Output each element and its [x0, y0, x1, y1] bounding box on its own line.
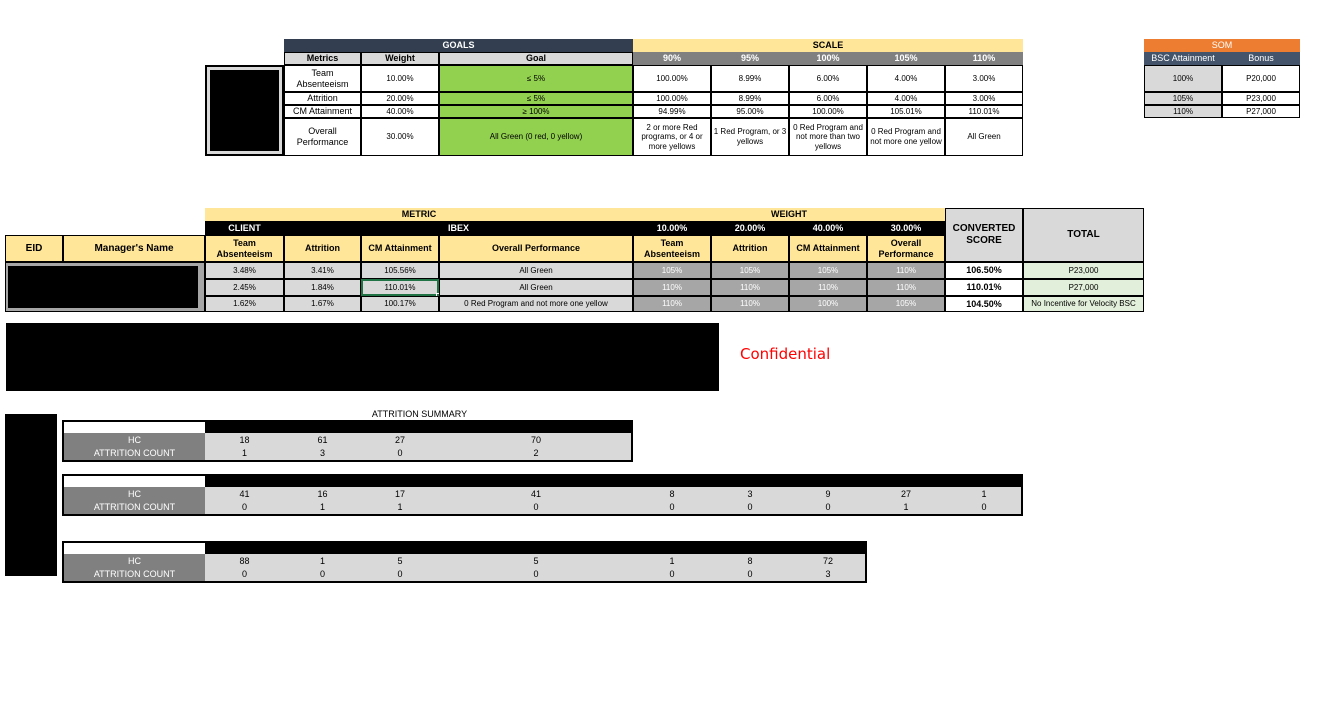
hc-value[interactable]: 41: [239, 488, 250, 499]
count-value[interactable]: 2: [533, 448, 539, 459]
converted-score-cell[interactable]: 110.01%: [945, 279, 1023, 296]
col-metrics: Metrics: [284, 52, 361, 65]
goal-metric-cell[interactable]: Overall Performance: [284, 118, 361, 156]
goal-weight-cell[interactable]: 10.00%: [361, 65, 439, 92]
col-manager: Manager's Name: [63, 235, 205, 262]
hc-value[interactable]: 1: [319, 555, 325, 566]
goal-weight-cell[interactable]: 40.00%: [361, 105, 439, 118]
count-value[interactable]: 0: [241, 502, 247, 513]
som-bonus-cell[interactable]: P23,000: [1222, 92, 1300, 105]
scale-cell[interactable]: 100.00%: [633, 92, 711, 105]
converted-score-cell[interactable]: 104.50%: [945, 296, 1023, 312]
attrition-cell[interactable]: 3.41%: [284, 262, 361, 279]
goal-weight-cell[interactable]: 30.00%: [361, 118, 439, 156]
weight-header: WEIGHT: [633, 208, 945, 221]
count-value[interactable]: 0: [533, 502, 539, 513]
hc-value[interactable]: 61: [317, 434, 328, 445]
goal-target-cell[interactable]: All Green (0 red, 0 yellow): [439, 118, 633, 156]
scale-header: SCALE: [633, 39, 1023, 52]
scale-cell[interactable]: 3.00%: [945, 92, 1023, 105]
scale-cell[interactable]: 2 or more Red programs, or 4 or more yellows: [633, 118, 711, 156]
count-value[interactable]: 0: [397, 448, 403, 459]
weight-pct: 20.00%: [711, 221, 789, 235]
count-value[interactable]: 0: [241, 569, 247, 580]
attrition-count-label: ATTRITION COUNT: [64, 568, 205, 581]
col-team-absenteeism: Team Absenteeism: [205, 235, 284, 262]
metric-header: METRIC: [205, 208, 633, 221]
scale-cell[interactable]: 100.00%: [633, 65, 711, 92]
count-value[interactable]: 0: [397, 569, 403, 580]
goal-metric-cell[interactable]: Team Absenteeism: [284, 65, 361, 92]
count-value[interactable]: 0: [825, 502, 831, 513]
scale-cell[interactable]: 105.01%: [867, 105, 945, 118]
hc-label: HC: [64, 487, 205, 501]
col-eid: EID: [5, 235, 63, 262]
weight-score-cell[interactable]: 105%: [789, 262, 867, 279]
attrition-cell[interactable]: 1.84%: [284, 279, 361, 296]
redacted-manager-names: [8, 266, 198, 308]
overall-performance-cell[interactable]: 0 Red Program and not more one yellow: [439, 296, 633, 312]
weight-score-cell[interactable]: 105%: [867, 296, 945, 312]
hc-value[interactable]: 1: [981, 488, 987, 499]
count-value[interactable]: 0: [319, 569, 325, 580]
col-goal: Goal: [439, 52, 633, 65]
total-cell[interactable]: P23,000: [1023, 262, 1144, 279]
som-bonus-cell[interactable]: P27,000: [1222, 105, 1300, 118]
total-cell[interactable]: No Incentive for Velocity BSC: [1023, 296, 1144, 312]
scale-cell[interactable]: 110.01%: [945, 105, 1023, 118]
col-weight-cm-attainment: CM Attainment: [789, 235, 867, 262]
scale-cell[interactable]: 0 Red Program and not more than two yellows: [789, 118, 867, 156]
hc-value[interactable]: 18: [239, 434, 250, 445]
converted-score-cell[interactable]: 106.50%: [945, 262, 1023, 279]
hc-value[interactable]: 9: [825, 488, 831, 499]
scale-cell[interactable]: 8.99%: [711, 65, 789, 92]
scale-cell[interactable]: 94.99%: [633, 105, 711, 118]
weight-score-cell[interactable]: 105%: [633, 262, 711, 279]
attrition-count-label: ATTRITION COUNT: [64, 447, 205, 460]
hc-value[interactable]: 70: [530, 434, 541, 445]
som-col-bonus: Bonus: [1222, 52, 1300, 65]
scale-col-100: 100%: [789, 52, 867, 65]
attrition-cell[interactable]: 1.67%: [284, 296, 361, 312]
som-bonus-cell[interactable]: P20,000: [1222, 65, 1300, 92]
goal-metric-cell[interactable]: Attrition: [284, 92, 361, 105]
weight-pct: 10.00%: [633, 221, 711, 235]
weight-score-cell[interactable]: 105%: [711, 262, 789, 279]
goal-target-cell[interactable]: ≤ 5%: [439, 92, 633, 105]
weight-score-cell[interactable]: 100%: [789, 296, 867, 312]
scale-col-105: 105%: [867, 52, 945, 65]
count-value[interactable]: 1: [319, 502, 325, 513]
count-value[interactable]: 0: [533, 569, 539, 580]
scale-col-90: 90%: [633, 52, 711, 65]
count-value[interactable]: 1: [903, 502, 909, 513]
hc-value[interactable]: 27: [394, 434, 405, 445]
som-header: SOM: [1144, 39, 1300, 52]
scale-cell[interactable]: 4.00%: [867, 92, 945, 105]
count-value[interactable]: 0: [669, 569, 675, 580]
weight-pct: 40.00%: [789, 221, 867, 235]
overall-performance-cell[interactable]: All Green: [439, 262, 633, 279]
attrition-count-label: ATTRITION COUNT: [64, 501, 205, 514]
hc-value[interactable]: 5: [533, 555, 539, 566]
col-overall-performance: Overall Performance: [439, 235, 633, 262]
total-cell[interactable]: P27,000: [1023, 279, 1144, 296]
col-cm-attainment: CM Attainment: [361, 235, 439, 262]
weight-score-cell[interactable]: 110%: [711, 279, 789, 296]
hc-value[interactable]: 8: [669, 488, 675, 499]
hc-value[interactable]: 1: [669, 555, 675, 566]
weight-score-cell[interactable]: 110%: [867, 279, 945, 296]
scale-cell[interactable]: 3.00%: [945, 65, 1023, 92]
count-value[interactable]: 3: [319, 448, 325, 459]
col-weight-overall-performance: Overall Performance: [867, 235, 945, 262]
ibex-label: IBEX: [284, 221, 633, 235]
count-value[interactable]: 3: [825, 569, 831, 580]
cm-attainment-cell[interactable]: 105.56%: [361, 262, 439, 279]
scale-col-110: 110%: [945, 52, 1023, 65]
som-bsc-cell[interactable]: 100%: [1144, 65, 1222, 92]
col-weight-team-absenteeism: Team Absenteeism: [633, 235, 711, 262]
count-value[interactable]: 0: [747, 502, 753, 513]
total-header: TOTAL: [1023, 208, 1144, 262]
count-value[interactable]: 0: [981, 502, 987, 513]
count-value[interactable]: 0: [747, 569, 753, 580]
hc-value[interactable]: 41: [530, 488, 541, 499]
hc-value[interactable]: 72: [822, 555, 833, 566]
goal-target-cell[interactable]: ≤ 5%: [439, 65, 633, 92]
scale-cell[interactable]: 6.00%: [789, 65, 867, 92]
goal-metric-cell[interactable]: CM Attainment: [284, 105, 361, 118]
weight-score-cell[interactable]: 110%: [867, 262, 945, 279]
scale-cell[interactable]: 100.00%: [789, 105, 867, 118]
hc-value[interactable]: 8: [747, 555, 753, 566]
hc-value[interactable]: 27: [900, 488, 911, 499]
weight-score-cell[interactable]: 110%: [789, 279, 867, 296]
som-col-bsc: BSC Attainment: [1144, 52, 1222, 65]
redacted-block: [6, 323, 719, 391]
weight-pct: 30.00%: [867, 221, 945, 235]
count-value[interactable]: 0: [669, 502, 675, 513]
redacted-side-block: [5, 414, 57, 576]
client-label: CLIENT: [205, 221, 284, 235]
col-weight-attrition: Attrition: [711, 235, 789, 262]
redacted-photo: [205, 65, 284, 156]
count-value[interactable]: 1: [241, 448, 247, 459]
weight-score-cell[interactable]: 110%: [633, 279, 711, 296]
weight-score-cell[interactable]: 110%: [711, 296, 789, 312]
col-attrition: Attrition: [284, 235, 361, 262]
goal-target-cell[interactable]: ≥ 100%: [439, 105, 633, 118]
scale-cell[interactable]: All Green: [945, 118, 1023, 156]
scale-cell[interactable]: 95.00%: [711, 105, 789, 118]
hc-value[interactable]: 88: [239, 555, 250, 566]
scale-cell[interactable]: 0 Red Program and not more one yellow: [867, 118, 945, 156]
hc-label: HC: [64, 554, 205, 568]
scale-cell[interactable]: 8.99%: [711, 92, 789, 105]
team-absenteeism-cell[interactable]: 3.48%: [205, 262, 284, 279]
scale-cell[interactable]: 4.00%: [867, 65, 945, 92]
cm-attainment-cell-selected[interactable]: 110.01%: [361, 279, 439, 296]
count-value[interactable]: 1: [397, 502, 403, 513]
goals-header: GOALS: [284, 39, 633, 52]
overall-performance-cell[interactable]: All Green: [439, 279, 633, 296]
team-absenteeism-cell[interactable]: 2.45%: [205, 279, 284, 296]
scale-cell[interactable]: 1 Red Program, or 3 yellows: [711, 118, 789, 156]
som-bsc-cell[interactable]: 110%: [1144, 105, 1222, 118]
goal-weight-cell[interactable]: 20.00%: [361, 92, 439, 105]
scale-cell[interactable]: 6.00%: [789, 92, 867, 105]
hc-value[interactable]: 17: [394, 488, 405, 499]
som-bsc-cell[interactable]: 105%: [1144, 92, 1222, 105]
hc-label: HC: [64, 433, 205, 447]
col-weight: Weight: [361, 52, 439, 65]
hc-value[interactable]: 16: [317, 488, 328, 499]
hc-value[interactable]: 5: [397, 555, 403, 566]
confidential-label: Confidential: [740, 345, 831, 363]
scale-col-95: 95%: [711, 52, 789, 65]
hc-value[interactable]: 3: [747, 488, 753, 499]
cm-attainment-cell[interactable]: 100.17%: [361, 296, 439, 312]
weight-score-cell[interactable]: 110%: [633, 296, 711, 312]
attrition-summary-title: ATTRITION SUMMARY: [371, 408, 468, 419]
converted-score-header: CONVERTED SCORE: [945, 208, 1023, 262]
team-absenteeism-cell[interactable]: 1.62%: [205, 296, 284, 312]
